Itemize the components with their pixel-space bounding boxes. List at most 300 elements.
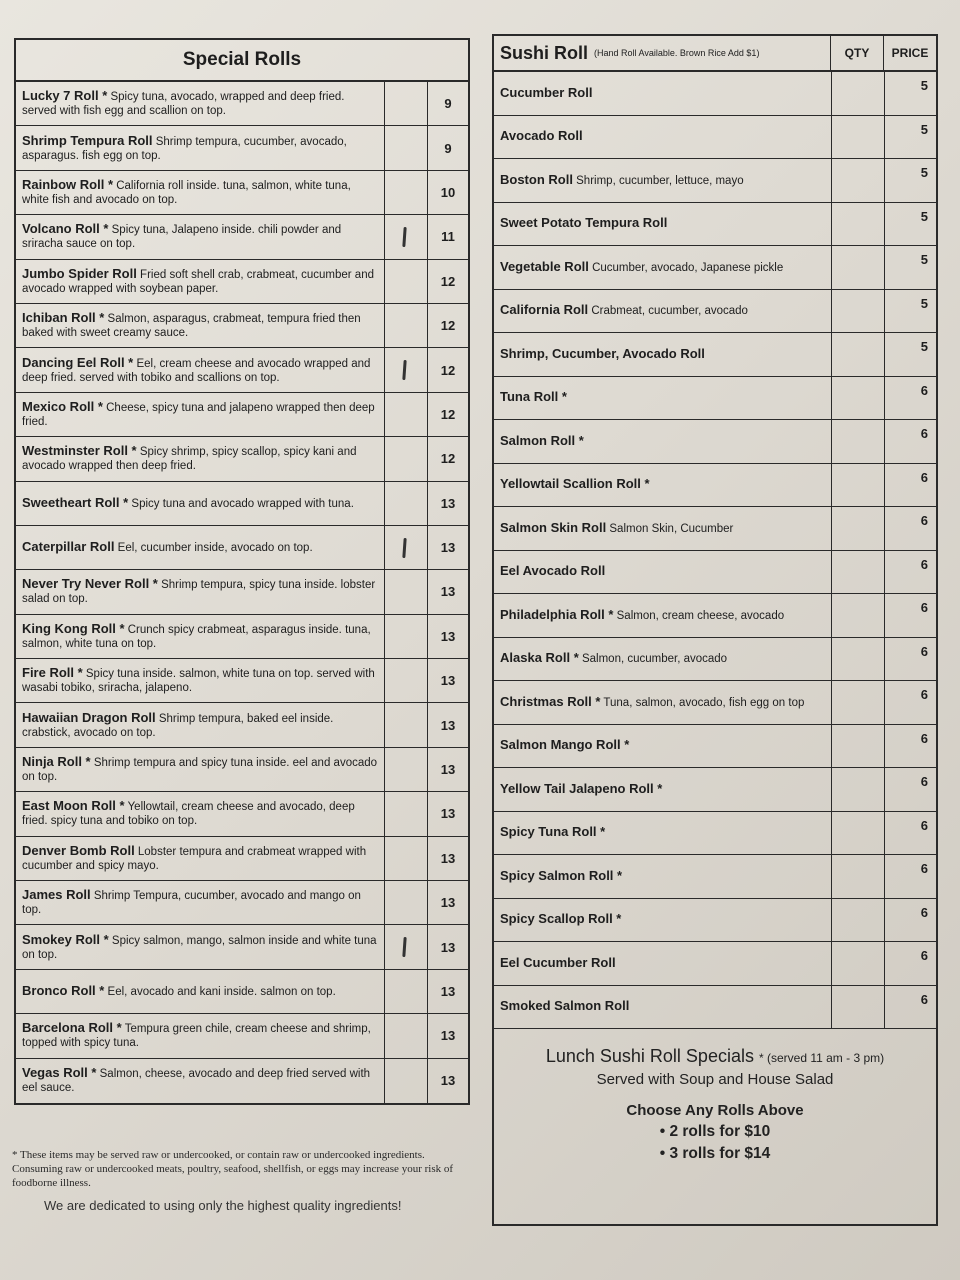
item-price: 12 [427,437,468,480]
item-text [22,267,378,296]
qty-cell [384,526,427,569]
item-desc: Salmon Skin, Cucumber [609,522,734,535]
menu-item-row [494,768,936,812]
item-price: 5 [884,333,936,376]
sushi-roll-table [492,34,938,1226]
sushi-roll-header [494,36,936,72]
item-name: Spicy Scallop Roll * [500,911,622,927]
qty-cell [384,1059,427,1103]
item-name: Lucky 7 Roll * [22,88,108,104]
item-text [500,782,662,797]
item-name: Spicy Salmon Roll * [500,867,623,883]
qty-cell [384,970,427,1013]
item-text [22,496,354,511]
item-text [22,222,378,251]
item-text [22,622,378,651]
item-text [22,356,378,385]
item-text [500,86,592,101]
item-description-cell [494,420,831,463]
lunch-specials-heading [494,1046,936,1067]
menu-item-row [494,72,936,116]
menu-item-row [16,925,468,969]
item-name: Shrimp, Cucumber, Avocado Roll [500,345,705,361]
menu-item-row [494,594,936,638]
item-name: Dancing Eel Roll * [22,354,134,370]
item-text [500,738,629,753]
item-text [22,1066,378,1095]
item-price: 6 [884,551,936,594]
item-price: 6 [884,812,936,855]
item-description-cell [16,1014,384,1057]
qty-cell [831,507,884,550]
item-text [500,390,567,405]
qty-cell [831,464,884,507]
item-description-cell [16,393,384,436]
item-desc: Crunch spicy crabmeat, asparagus inside. tuna, salmon, white tuna on top. [22,623,371,650]
item-price: 13 [427,526,468,569]
item-description-cell [16,837,384,880]
menu-item-row [16,570,468,614]
qty-cell [831,681,884,724]
item-desc: Spicy shrimp, spicy scallop, spicy kani and avocado wrapped then deep fried. [22,446,357,473]
menu-item-row [16,881,468,925]
menu-item-row [494,377,936,421]
qty-cell [384,348,427,391]
item-name: Sweet Potato Tempura Roll [500,215,668,231]
item-name: Ninja Roll * [22,754,91,770]
item-price: 13 [427,925,468,968]
qty-cell [384,1014,427,1057]
menu-item-row [494,246,936,290]
item-desc: Cucumber, avocado, Japanese pickle [592,261,784,274]
qty-cell [384,570,427,613]
item-text [22,711,378,740]
menu-item-row [494,638,936,682]
raw-food-footnote: * These items may be served raw or undercooked, or contain raw or undercooked ingredients. Consuming raw or undercooked meats, poultry, seafood, shellfish, or eggs may increase your risk of foodborne illness. [12,1149,454,1189]
item-name: Avocado Roll [500,128,583,144]
qty-cell [831,246,884,289]
qty-cell [384,792,427,835]
menu-item-row [494,681,936,725]
qty-cell [384,260,427,303]
item-description-cell [494,942,831,985]
item-text [500,173,744,188]
item-desc: Fried soft shell crab, crabmeat, cucumber and avocado wrapped with soybean paper. [22,268,374,295]
item-desc: Tuna, salmon, avocado, fish egg on top [603,696,805,709]
item-text [22,89,378,118]
item-name: King Kong Roll * [22,620,125,636]
item-description-cell [494,725,831,768]
menu-item-row [16,792,468,836]
item-desc: Crabmeat, cucumber, avocado [591,305,748,318]
item-description-cell [16,260,384,303]
item-description-cell [16,925,384,968]
item-description-cell [16,126,384,169]
item-text [22,540,313,555]
item-description-cell [16,171,384,214]
item-desc: Cheese, spicy tuna and jalapeno wrapped then deep fried. [22,401,375,428]
item-name: Yellow Tail Jalapeno Roll * [500,780,663,796]
item-price: 9 [427,126,468,169]
item-text [22,311,378,340]
item-description-cell [494,594,831,637]
item-desc: Salmon, cheese, avocado and deep fried served with eel sauce. [22,1068,371,1095]
menu-item-row [16,703,468,747]
menu-item-row [16,1014,468,1058]
item-desc: Eel, cream cheese and avocado wrapped and deep fried. served with tobiko and scallions on top. [22,357,371,384]
item-price: 13 [427,570,468,613]
item-desc: Salmon, asparagus, crabmeat, tempura fried then baked with sweet creamy sauce. [22,313,361,340]
item-desc: Spicy tuna, Jalapeno inside. chili powder and sriracha sauce on top. [22,224,342,251]
item-price: 12 [427,260,468,303]
item-price: 12 [427,304,468,347]
item-name: Vegetable Roll [500,258,589,274]
item-price: 6 [884,942,936,985]
qty-cell [384,925,427,968]
item-name: Christmas Roll * [500,693,601,709]
item-price: 6 [884,594,936,637]
tally-mark [402,227,406,247]
qty-cell [384,482,427,525]
qty-cell [384,171,427,214]
menu-item-row [16,126,468,170]
item-name: Hawaiian Dragon Roll [22,709,156,725]
menu-item-row [16,748,468,792]
qty-cell [384,881,427,924]
item-text [22,444,378,473]
item-price: 6 [884,725,936,768]
menu-item-row [16,615,468,659]
lunch-option: • 2 rolls for $10 [659,1123,771,1140]
menu-item-row [494,203,936,247]
item-text [500,521,733,536]
item-desc: Spicy tuna and avocado wrapped with tuna. [131,497,354,510]
item-price: 13 [427,881,468,924]
item-desc: Spicy tuna inside. salmon, white tuna on top. served with wasabi tobiko, sriracha, jalapeno. [22,668,375,695]
item-text [22,666,378,695]
item-description-cell [494,116,831,159]
menu-item-row [16,215,468,259]
qty-cell [384,304,427,347]
menu-item-row [16,837,468,881]
menu-item-row [494,464,936,508]
item-price: 13 [427,615,468,658]
item-desc: Lobster tempura and crabmeat wrapped with cucumber and spicy mayo. [22,845,367,872]
menu-item-row [16,970,468,1014]
quality-note: We are dedicated to using only the highest quality ingredients! [44,1198,402,1213]
item-name: Spicy Tuna Roll * [500,824,606,840]
tally-mark [402,360,406,380]
item-text [500,608,784,623]
item-description-cell [16,703,384,746]
item-text [22,178,378,207]
item-price: 9 [427,82,468,125]
item-description-cell [494,986,831,1029]
item-price: 6 [884,899,936,942]
qty-cell [384,659,427,702]
item-name: Denver Bomb Roll [22,842,135,858]
item-price: 12 [427,348,468,391]
item-price: 13 [427,703,468,746]
item-text [22,799,378,828]
menu-item-row [494,551,936,595]
item-name: Smokey Roll * [22,931,109,947]
item-description-cell [16,304,384,347]
item-name: Caterpillar Roll [22,539,115,555]
qty-cell [831,377,884,420]
item-name: Smoked Salmon Roll [500,998,630,1014]
item-text [500,260,783,275]
item-name: Bronco Roll * [22,983,105,998]
special-rolls-title: Special Rolls [16,40,468,82]
item-description-cell [494,855,831,898]
item-text [22,400,378,429]
item-price: 13 [427,1059,468,1103]
item-price: 5 [884,116,936,159]
item-description-cell [16,482,384,525]
item-name: Tuna Roll * [500,389,567,405]
item-price: 6 [884,681,936,724]
item-name: California Roll [500,302,589,318]
item-price: 6 [884,986,936,1029]
qty-cell [831,159,884,202]
item-desc: Shrimp, cucumber, lettuce, mayo [576,174,744,187]
item-text [22,134,378,163]
item-description-cell [494,72,831,115]
menu-item-row [494,855,936,899]
item-description-cell [494,638,831,681]
item-description-cell [16,82,384,125]
item-description-cell [16,881,384,924]
item-text [22,844,378,873]
item-description-cell [16,215,384,258]
item-text [500,999,629,1014]
item-name: James Roll [22,887,91,903]
item-text [22,984,336,999]
item-description-cell [16,659,384,702]
item-desc: Eel, avocado and kani inside. salmon on top. [107,986,336,998]
qty-cell [831,203,884,246]
qty-cell [831,812,884,855]
price-header: PRICE [883,36,936,70]
item-name: Sweetheart Roll * [22,494,129,510]
item-name: Never Try Never Roll * [22,576,158,592]
item-text [500,912,621,927]
qty-cell [384,215,427,258]
lunch-specials-title: Lunch Sushi Roll Specials [545,1046,754,1066]
item-description-cell [16,615,384,658]
item-price: 13 [427,659,468,702]
item-description-cell [494,377,831,420]
item-description-cell [494,290,831,333]
item-price: 6 [884,638,936,681]
item-description-cell [16,1059,384,1103]
item-text [500,651,727,666]
qty-cell [831,942,884,985]
menu-item-row [16,82,468,126]
lunch-specials-hours: * (served 11 am - 3 pm) [758,1051,885,1065]
qty-cell [384,837,427,880]
menu-item-row [16,304,468,348]
item-description-cell [494,507,831,550]
menu-item-row [494,986,936,1030]
tally-mark [402,538,406,558]
item-description-cell [16,526,384,569]
item-description-cell [494,464,831,507]
qty-cell [384,126,427,169]
item-text [500,477,650,492]
lunch-option: • 3 rolls for $14 [659,1145,771,1162]
item-description-cell [16,792,384,835]
item-price: 6 [884,855,936,898]
item-name: Volcano Roll * [22,221,109,237]
item-description-cell [494,899,831,942]
item-desc: Yellowtail, cream cheese and avocado, deep fried. spicy tuna and tobiko on top. [22,801,355,828]
item-name: Salmon Mango Roll * [500,737,630,753]
item-price: 13 [427,482,468,525]
item-price: 13 [427,1014,468,1057]
item-desc: Shrimp Tempura, cucumber, avocado and mango on top. [22,890,361,917]
item-price: 13 [427,970,468,1013]
item-price: 6 [884,377,936,420]
item-text [500,347,705,362]
item-name: Boston Roll [500,171,573,187]
lunch-specials-choose: Choose Any Rolls Above [626,1102,804,1119]
item-text [500,695,804,710]
qty-cell [384,82,427,125]
item-name: Ichiban Roll * [22,310,105,326]
item-desc: Shrimp tempura, spicy tuna inside. lobster salad on top. [22,579,376,606]
sushi-roll-note: (Hand Roll Available. Brown Rice Add $1) [594,48,760,58]
qty-cell [831,551,884,594]
item-desc: Shrimp tempura and spicy tuna inside. eel and avocado on top. [22,757,378,784]
item-price: 6 [884,464,936,507]
item-desc: Eel, cucumber inside, avocado on top. [117,542,313,555]
menu-item-row [494,290,936,334]
item-price: 5 [884,246,936,289]
qty-cell [831,116,884,159]
qty-cell [831,855,884,898]
item-description-cell [494,681,831,724]
tally-mark [402,937,406,957]
menu-item-row [494,116,936,160]
item-price: 6 [884,420,936,463]
qty-cell [831,899,884,942]
item-text [22,577,378,606]
special-rolls-table [14,38,470,1105]
menu-item-row [16,171,468,215]
item-name: Eel Cucumber Roll [500,954,616,970]
item-desc: Spicy salmon, mango, salmon inside and white tuna on top. [22,934,377,961]
item-name: Westminster Roll * [22,443,137,459]
item-description-cell [16,748,384,791]
item-name: Jumbo Spider Roll [22,265,137,281]
qty-cell [831,420,884,463]
menu-item-row [494,159,936,203]
qty-cell [831,986,884,1029]
qty-cell [831,290,884,333]
menu-item-row [16,348,468,392]
sushi-roll-title-cell [494,36,830,70]
qty-cell [831,72,884,115]
menu-item-row [16,437,468,481]
menu-item-row [16,659,468,703]
menu-item-row [494,812,936,856]
item-name: Rainbow Roll * [22,176,113,192]
qty-cell [831,333,884,376]
item-text [500,129,583,144]
lunch-specials-subtitle: Served with Soup and House Salad [596,1071,834,1088]
item-text [500,216,667,231]
menu-item-row [494,333,936,377]
qty-cell [384,393,427,436]
menu-item-row [16,482,468,526]
item-name: Shrimp Tempura Roll [22,132,153,148]
item-description-cell [16,437,384,480]
item-text [22,1021,378,1050]
qty-cell [831,768,884,811]
item-description-cell [494,812,831,855]
item-description-cell [16,970,384,1013]
item-name: Salmon Roll * [500,432,584,448]
item-name: Alaska Roll * [500,650,579,666]
menu-item-row [494,507,936,551]
item-text [500,956,616,971]
item-name: Mexico Roll * [22,398,103,414]
qty-cell [384,437,427,480]
menu-item-row [16,1059,468,1103]
item-price: 13 [427,792,468,835]
item-name: Salmon Skin Roll [500,519,607,535]
item-desc: California roll inside. tuna, salmon, white tuna, white fish and avocado on top. [22,179,351,206]
item-description-cell [494,768,831,811]
item-price: 10 [427,171,468,214]
item-price: 6 [884,768,936,811]
item-text [500,564,605,579]
item-description-cell [494,246,831,289]
item-name: Barcelona Roll * [22,1020,122,1036]
item-text [22,933,378,962]
item-price: 11 [427,215,468,258]
item-description-cell [494,159,831,202]
item-desc: Salmon, cream cheese, avocado [616,609,785,622]
item-name: Yellowtail Scallion Roll * [500,476,650,492]
item-price: 6 [884,507,936,550]
item-text [500,303,748,318]
item-name: Eel Avocado Roll [500,563,606,579]
item-name: East Moon Roll * [22,798,125,814]
item-text [500,869,622,884]
item-price: 5 [884,203,936,246]
item-text [22,755,378,784]
item-price: 13 [427,837,468,880]
item-description-cell [494,333,831,376]
menu-item-row [494,942,936,986]
item-desc: Spicy tuna, avocado, wrapped and deep fried. served with fish egg and scallion on top. [22,91,345,118]
item-description-cell [494,203,831,246]
item-description-cell [16,348,384,391]
item-text [22,888,378,917]
qty-header: QTY [830,36,883,70]
item-price: 5 [884,290,936,333]
lunch-specials [494,1046,936,1163]
item-price: 5 [884,159,936,202]
menu-item-row [494,420,936,464]
qty-cell [831,638,884,681]
menu-item-row [16,260,468,304]
menu-item-row [16,526,468,570]
qty-cell [384,748,427,791]
